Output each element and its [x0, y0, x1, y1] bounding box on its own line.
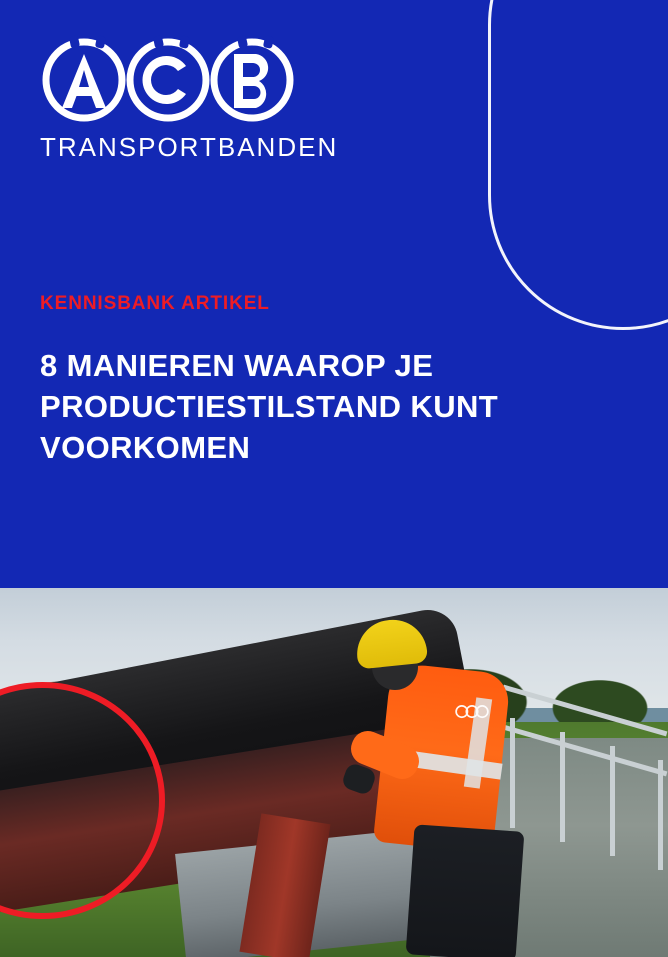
- jacket-acb-logo-icon: [455, 700, 489, 722]
- arc-outline-icon: [488, 0, 668, 330]
- article-category-label: KENNISBANK ARTIKEL: [40, 293, 270, 314]
- brand-wordmark: TRANSPORTBANDEN: [40, 132, 339, 162]
- photo-worker-trousers: [406, 824, 525, 957]
- page-title: 8 MANIEREN WAAROP JE PRODUCTIESTILSTAND KUNT VOORKOMEN: [40, 347, 499, 465]
- photo-railing: [500, 698, 668, 848]
- acb-logo-icon: [40, 28, 296, 124]
- brand-logo[interactable]: [40, 28, 460, 160]
